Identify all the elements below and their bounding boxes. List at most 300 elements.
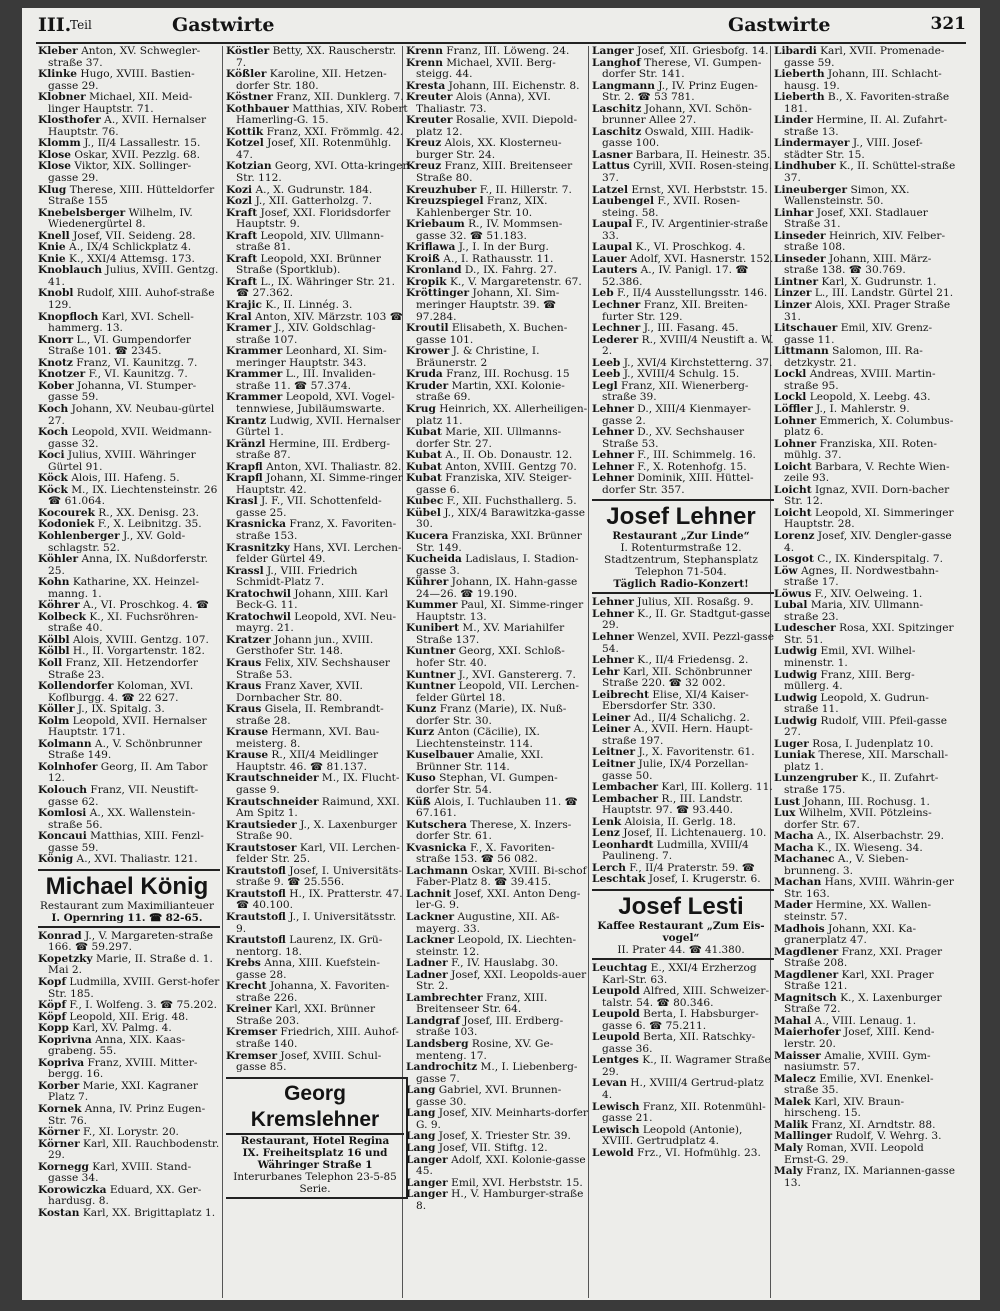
entry-surname: Mahal [774, 1014, 812, 1027]
entry-list [592, 963, 774, 1159]
entry-details: Anna, IX. Nußdorferstr. 25. [48, 553, 208, 577]
directory-entry [226, 727, 408, 750]
entry-surname: Lang [406, 1141, 436, 1154]
entry-surname: Krecht [226, 980, 267, 993]
entry-surname: Mallinger [774, 1130, 833, 1143]
directory-entry [406, 219, 588, 242]
entry-surname: Kraft [226, 229, 258, 242]
entry-details: Franz, XVIII. Mitter-bergg. 16. [48, 1056, 198, 1081]
entry-details: Rosa, I. Judenplatz 10. [808, 737, 934, 750]
entry-details: Betty, XX. Rauscherstr. 7. [236, 46, 397, 69]
directory-entry [592, 265, 774, 288]
entry-surname: Lux [774, 807, 796, 820]
entry-surname: Klobner [38, 91, 86, 104]
advert-line: IX. Freiheitsplatz 16 und Währinger Straße 1 [242, 1146, 388, 1171]
directory-entry [226, 773, 408, 796]
entry-surname: Koll [38, 656, 63, 669]
entry-details: J., V. Margareten-straße 166. ☎ 59.297. [48, 929, 214, 954]
directory-entry [592, 81, 774, 104]
entry-details: A., IV. Panigl. 17. ☎ 52.386. [602, 264, 749, 288]
entry-details: Karoline, XII. Hetzen-dorfer Str. 180. [236, 68, 387, 92]
entry-surname: Lackner [406, 934, 455, 947]
entry-details: Therese, VI. Gumpen-dorfer Str. 141. [602, 56, 762, 81]
directory-entry [38, 681, 220, 704]
entry-surname: Köck [38, 483, 68, 496]
entry-details: Alfred, XIII. Schweizer-talstr. 54. ☎ 80.346. [602, 985, 770, 1009]
entry-details: Andreas, XVIII. Martin-straße 95. [784, 368, 936, 392]
entry-surname: Knell [38, 229, 70, 242]
entry-surname: Lehner [592, 630, 634, 643]
directory-entry [592, 404, 774, 427]
entry-details: F., XVII. Rosen-steing. 58. [602, 195, 740, 219]
entry-surname: Malek [774, 1095, 811, 1108]
entry-details: Koloman, XVI. Koflburgg. 4. ☎ 22 627. [48, 680, 194, 704]
entry-surname: Köhler [38, 553, 79, 566]
entry-surname: Klomm [38, 137, 81, 150]
entry-details: Franz, XII. Hetzendorfer Straße 23. [48, 656, 198, 681]
directory-entry [406, 1155, 588, 1178]
entry-details: Hans, XVI. Lerchen-felder Gürtel 49. [236, 541, 402, 566]
entry-details: Adolf, XXI. Kolonie-gasse 45. [416, 1153, 586, 1178]
directory-entry [226, 797, 408, 820]
entry-details: Leopold, XVII. Weidmann-gasse 32. [48, 426, 212, 450]
entry-surname: Kodoniek [38, 518, 95, 531]
directory-entry [406, 843, 588, 866]
entry-surname: Kolnhofer [38, 760, 98, 773]
entry-details: Karl, XXI. Prager Straße 121. [784, 968, 934, 993]
directory-entry [38, 931, 220, 954]
entry-details: R., XVIII/4 Neustift a. W. 2. [602, 333, 774, 358]
entry-surname: Maisser [774, 1049, 821, 1062]
entry-surname: Kölbl [38, 633, 70, 646]
entry-surname: Kummer [406, 599, 458, 612]
entry-surname: Kraus [226, 703, 262, 716]
entry-details: F., VI. Kaunitzg. 7. [85, 368, 188, 381]
directory-entry [406, 323, 588, 346]
directory-entry [38, 739, 220, 762]
directory-entry [592, 161, 774, 184]
entry-details: Ernst, XVI. Herbststr. 15. [628, 183, 768, 196]
entry-details: Rudolf, V. Wehrg. 3. [832, 1130, 942, 1143]
entry-surname: Korowiczka [38, 1183, 107, 1196]
entry-details: Rosalie, XVII. Diepold-platz 12. [416, 114, 578, 138]
entry-surname: Knoblauch [38, 264, 103, 277]
directory-entry [226, 254, 408, 277]
directory-entry [406, 727, 588, 750]
directory-entry [38, 612, 220, 635]
directory-entry [406, 681, 588, 704]
entry-details: Karl, XII. Schönbrunner Straße 220. ☎ 32 002. [602, 665, 752, 690]
entry-details: Franz, III. Löweng. 24. [442, 46, 570, 57]
advert-line: Restaurant „Zur Linde“ [612, 530, 750, 543]
directory-entry [406, 889, 588, 912]
entry-surname: Lentges [592, 1054, 639, 1067]
entry-surname: Littmann [774, 345, 829, 358]
entry-surname: Köpf [38, 1010, 67, 1023]
entry-details: Dominik, XIII. Hüttel-dorfer Str. 357. [602, 472, 754, 496]
directory-entry [38, 404, 220, 427]
entry-surname: Magnitsch [774, 991, 837, 1004]
directory-entry [38, 265, 220, 288]
entry-surname: Kunz [406, 703, 437, 716]
entry-surname: Kottik [226, 125, 264, 138]
directory-entry [774, 115, 956, 138]
directory-entry [774, 1166, 956, 1189]
directory-entry [226, 704, 408, 727]
entry-details: Julius, XVIII. Währinger Gürtel 91. [48, 449, 196, 473]
entry-surname: Lockl [774, 368, 807, 381]
entry-surname: Koci [38, 449, 65, 462]
entry-surname: Kölbl [38, 645, 70, 658]
part-number: III. [38, 14, 72, 36]
entry-surname: Laupal [592, 218, 633, 231]
entry-details: Franz, XXI. Frömmlg. 42. [263, 125, 404, 138]
entry-surname: Kropik [406, 275, 447, 288]
entry-details: Rosa, XXI. Spitzinger Str. 51. [784, 622, 954, 646]
entry-surname: Kostan [38, 1206, 80, 1219]
entry-details: Julius, XII. Rosaßg. 9. [633, 596, 754, 609]
entry-surname: Koch [38, 402, 69, 415]
directory-entry [406, 646, 588, 669]
entry-details: Wenzel, XVII. Pezzl-gasse 54. [602, 630, 774, 655]
entry-surname: Leeb [592, 356, 621, 369]
advert-name: Georg Kremslehner [226, 1081, 404, 1135]
directory-entry [226, 496, 408, 519]
entry-surname: Kotzel [226, 137, 264, 150]
entry-surname: Libardi [774, 46, 817, 57]
entry-surname: Kriflawa [406, 241, 456, 254]
entry-details: Josef, III. Erdberg-straße 103. [416, 1014, 564, 1039]
entry-details: Alois (Anna), XVI. Thaliastr. 73. [416, 91, 551, 115]
entry-details: Franz, XII. Breiten-furter Str. 129. [602, 299, 748, 323]
entry-surname: Lenz [592, 827, 620, 840]
entry-surname: Kreuzhuber [406, 183, 477, 196]
entry-surname: Köller [38, 703, 75, 716]
entry-details: K., V. Margaretenstr. 67. [446, 275, 582, 288]
directory-entry [406, 820, 588, 843]
directory-entry [38, 1035, 220, 1058]
directory-entry [406, 115, 588, 138]
directory-entry [38, 312, 220, 335]
entry-surname: Kornegg [38, 1160, 89, 1173]
directory-entry [406, 196, 588, 219]
entry-details: Adolf, XVI. Hasnerstr. 152. [626, 252, 774, 265]
directory-entry [38, 831, 220, 854]
entry-surname: Kramer [226, 322, 272, 335]
entry-details: Rudolf, VIII. Pfeil-gasse 27. [784, 714, 947, 739]
entry-details: Felix, XIV. Sechshauser Straße 53. [236, 656, 390, 681]
entry-details: H., XVIII/4 Gertrud-platz 4. [602, 1077, 764, 1102]
entry-details: Hermann, XVI. Bau-meisterg. 8. [236, 726, 380, 750]
entry-details: Josef, I. Universitäts-straße 9. ☎ 25.556. [236, 864, 402, 889]
entry-surname: Lambrechter [406, 991, 483, 1004]
entry-surname: Krautschneider [226, 772, 319, 785]
directory-entry [38, 554, 220, 577]
entry-details: Leopold, XVII. Hernalser Hauptstr. 171. [48, 714, 207, 739]
entry-surname: Kraft [226, 206, 258, 219]
entry-details: R., XX. Denisg. 23. [94, 506, 199, 519]
entry-surname: Luger [774, 737, 809, 750]
entry-surname: Kriebaum [406, 218, 465, 231]
entry-surname: Köstner [226, 91, 273, 104]
entry-details: Leopold (Antonie), XVIII. Gertrudplatz 4. [602, 1123, 743, 1148]
entry-surname: Loicht [774, 506, 812, 519]
entry-surname: Krautschneider [226, 795, 319, 808]
entry-details: Michael, XII. Meid-linger Hauptstr. 71. [48, 91, 193, 115]
entry-surname: Krasnitzky [226, 541, 290, 554]
entry-details: Therese, XIII. Hütteldorfer Straße 155 [48, 183, 215, 208]
entry-surname: Komlosi [38, 807, 87, 820]
directory-entry [226, 889, 408, 912]
entry-surname: Lang [406, 1107, 436, 1120]
entry-details: Wilhelm, XVII. Pötzleins-dorfer Str. 67. [784, 807, 932, 831]
entry-details: F., IV. Argentinier-straße 33. [602, 218, 768, 242]
directory-entry [38, 69, 220, 92]
entry-details: K., II/4 Friedensg. 2. [633, 654, 749, 667]
entry-surname: Leupold [592, 985, 640, 998]
entry-details: Stephan, VI. Gumpen-dorfer Str. 54. [416, 772, 558, 796]
directory-page [22, 8, 980, 1300]
entry-surname: Madhois [774, 922, 825, 935]
entry-details: J., VIII. Friedrich Schmidt-Platz 7. [236, 564, 358, 589]
entry-surname: Lauters [592, 264, 638, 277]
entry-surname: Krammer [226, 368, 283, 381]
entry-surname: Linseder [774, 252, 826, 265]
entry-details: Marie, II. Straße d. 1. Mai 2. [48, 952, 213, 977]
entry-surname: Langer [406, 1176, 448, 1189]
entry-details: E., XXI/4 Erzherzog Karl-Str. 63. [602, 962, 757, 986]
directory-entry [774, 416, 956, 439]
entry-details: A., V. Schönbrunner Straße 149. [48, 737, 203, 762]
entry-surname: Lindermayer [774, 137, 850, 150]
entry-surname: Lieberth [774, 91, 825, 104]
directory-entry [592, 632, 774, 655]
directory-entry [774, 92, 956, 115]
entry-details: J., X. Favoritenstr. 61. [635, 746, 755, 759]
entry-details: F., I. Wolfeng. 3. ☎ 75.202. [66, 999, 218, 1012]
entry-surname: Krautstofl [226, 911, 286, 924]
entry-surname: Lintner [774, 275, 819, 288]
entry-details: Oskar, XVIII. Bi-schof Faber-Platz 8. ☎ 39.415. [416, 864, 587, 889]
entry-surname: Kucheida [406, 553, 462, 566]
entry-details: Johann jun., XVIII. Gersthofer Str. 148. [236, 633, 374, 658]
directory-entry [774, 208, 956, 231]
entry-details: Karl, XVII. Promenade-gasse 59. [784, 46, 945, 69]
entry-surname: Kohlenberger [38, 529, 120, 542]
entry-surname: Lohner [774, 437, 817, 450]
directory-entry [38, 762, 220, 785]
advert-line: I. Opernring 11. ☎ 82-65. [51, 911, 203, 924]
part-label: Teil [70, 18, 92, 32]
entry-details: Leopold, XI. Simmeringer Hauptstr. 28. [784, 506, 954, 531]
directory-entry [38, 208, 220, 231]
entry-list [38, 931, 220, 1220]
entry-details: Elisabeth, X. Buchen-gasse 101. [416, 322, 568, 346]
entry-surname: Kresta [406, 79, 446, 92]
entry-details: A., VIII. Lenaug. 1. [811, 1014, 917, 1027]
directory-entry [226, 981, 408, 1004]
directory-entry [592, 1148, 774, 1160]
entry-details: Leopold, XVI. Vogel-tennwiese, Jubiläumswarte. [236, 391, 395, 415]
directory-entry [406, 1062, 588, 1085]
entry-surname: Kremser [226, 1049, 278, 1062]
entry-details: K., II. Wagramer Straße 29. [602, 1054, 771, 1078]
directory-entry [406, 623, 588, 646]
entry-surname: Kraus [226, 680, 262, 693]
entry-details: A., XVI. Thaliastr. 121. [73, 853, 198, 866]
directory-entry [774, 508, 956, 531]
directory-entry [592, 381, 774, 404]
entry-surname: Macha [774, 841, 814, 854]
entry-surname: Ludwig [774, 714, 818, 727]
directory-entry [226, 935, 408, 958]
directory-entry [406, 704, 588, 727]
entry-details: Oskar, XVII. Pezzlg. 68. [71, 148, 201, 161]
entry-surname: Knorr [38, 333, 74, 346]
entry-surname: Kutschera [406, 818, 467, 831]
entry-details: Franz, VII. Neustift-gasse 62. [48, 784, 199, 808]
column-1 [38, 46, 220, 1298]
entry-surname: Langer [406, 1153, 448, 1166]
entry-surname: Laupal [592, 241, 633, 254]
entry-surname: Machanec [774, 853, 835, 866]
advert-line: II. Prater 44. ☎ 41.380. [617, 944, 745, 956]
advert-line: I. Rotenturmstraße 12. [620, 542, 742, 555]
entry-surname: Levan [592, 1077, 627, 1090]
entry-details: Karl, XVI. Schell-hammerg. 13. [48, 310, 194, 335]
directory-entry [38, 115, 220, 138]
entry-surname: Kratochwil [226, 587, 291, 600]
directory-entry [38, 1058, 220, 1081]
entry-details: F., II/4 Praterstr. 59. ☎ [625, 861, 755, 874]
entry-details: Franz, IX. Mariannen-gasse 13. [784, 1165, 955, 1189]
page-header [22, 14, 980, 44]
directory-entry [774, 323, 956, 346]
entry-details: Eduard, XX. Ger-hardusg. 8. [48, 1183, 202, 1208]
directory-entry [226, 519, 408, 542]
entry-details: Amalie, XXI. Brünner Str. 114. [416, 749, 544, 773]
entry-details: A., X. Gudrunstr. 184. [252, 183, 373, 196]
entry-details: Karl, VII. Lerchen-felder Str. 25. [236, 841, 400, 866]
entry-details: K., XI. Fuchsröhren-straße 40. [48, 610, 199, 635]
entry-details: J., I. Mahlerstr. 9. [812, 402, 910, 415]
directory-entry [226, 69, 408, 92]
entry-surname: Krasl [226, 495, 258, 508]
entry-details: Emil, XIV. Grenz-gasse 11. [784, 322, 933, 346]
entry-details: Wilhelm, IV. Wiedenergürtel 8. [48, 206, 193, 231]
entry-surname: Ludwig [774, 668, 818, 681]
entry-surname: Köstler [226, 46, 270, 57]
entry-details: Rosine, XV. Ge-menteng. 17. [416, 1038, 554, 1062]
entry-details: M., IX. Flucht-gasse 9. [236, 772, 400, 796]
advert-line: Täglich Radio-Konzert! [613, 578, 749, 591]
entry-details: L., III. Landstr. Gürtel 21. [811, 287, 954, 300]
entry-surname: Kolm [38, 714, 70, 727]
entry-details: Anton (Cäcilie), IX. Liechtensteinstr. 114. [416, 726, 540, 750]
entry-surname: Knobl [38, 287, 74, 300]
entry-surname: Kleber [38, 46, 78, 57]
entry-surname: Kührer [406, 576, 449, 589]
directory-entry [774, 600, 956, 623]
entry-surname: Lehr [592, 665, 620, 678]
directory-entry [774, 462, 956, 485]
column-4 [592, 46, 774, 1298]
entry-surname: Lockl [774, 391, 807, 404]
entry-surname: Linder [774, 114, 813, 127]
entry-list [226, 46, 408, 1074]
entry-details: Anton, XVI. Thaliastr. 82. [262, 460, 402, 473]
entry-details: C., IX. Kinderspitalg. 7. [813, 553, 943, 566]
entry-details: Ludmilla, XVIII. Gerst-hofer Str. 185. [48, 976, 220, 1000]
entry-surname: Lohner [774, 414, 817, 427]
entry-details: Ludmilla, XVIII/4 Paulineng. 7. [602, 838, 749, 863]
entry-surname: Knotzer [38, 368, 86, 381]
directory-entry [774, 300, 956, 323]
directory-entry [226, 46, 408, 69]
entry-details: K., II. Linnég. 3. [261, 299, 353, 312]
entry-surname: Landrochitz [406, 1061, 478, 1074]
entry-surname: Lewisch [592, 1100, 640, 1113]
entry-surname: Kronland [406, 264, 462, 277]
entry-surname: Ladner [406, 957, 448, 970]
header-title-left: Gastwirte [172, 14, 275, 36]
directory-entry [774, 1027, 956, 1050]
entry-details: M., I. Liebenberg-gasse 7. [416, 1061, 578, 1085]
entry-surname: Kopp [38, 1022, 69, 1035]
entry-details: Therese, X. Inzers-dorfer Str. 61. [416, 818, 572, 843]
directory-entry [774, 439, 956, 462]
entry-surname: Leiner [592, 711, 631, 724]
directory-entry [406, 288, 588, 323]
entry-details: Johann, III. Schlacht-hausg. 19. [784, 68, 942, 92]
entry-details: A., VI. Proschkog. 4. ☎ [79, 599, 210, 612]
entry-details: F., XI. Lorystr. 20. [79, 1126, 179, 1139]
entry-details: J., XV. Gold-schlagstr. 52. [48, 529, 186, 554]
directory-entry [774, 185, 956, 208]
entry-details: Berta, I. Habsburger-gasse 6. ☎ 75.211. [602, 1008, 759, 1032]
entry-surname: Krebs [226, 957, 261, 970]
advert-line: Restaurant zum Maximilianteuer [40, 899, 214, 912]
entry-details: Leopold, XIV. Ullmann-straße 81. [236, 229, 384, 254]
entry-surname: Knie [38, 241, 66, 254]
entry-surname: Lang [406, 1130, 436, 1143]
directory-entry [226, 473, 408, 496]
entry-details: Johann, XI. Sim-meringer Hauptstr. 39. ☎ 97.284. [416, 287, 560, 323]
entry-surname: Krasnicka [226, 518, 286, 531]
entry-surname: Kubat [406, 426, 442, 439]
directory-entry [226, 658, 408, 681]
directory-entry [406, 1039, 588, 1062]
entry-surname: Kruder [406, 379, 449, 392]
entry-surname: Laubengel [592, 195, 655, 208]
entry-details: Ludwig, XVII. Hernalser Gürtel 1. [236, 414, 401, 439]
entry-surname: Lenk [592, 815, 622, 828]
directory-entry [592, 609, 774, 632]
directory-entry [406, 404, 588, 427]
directory-entry [774, 1143, 956, 1166]
directory-entry [592, 127, 774, 150]
entry-details: Agnes, II. Nordwestbahn-straße 17. [784, 564, 939, 589]
entry-details: Anton, XIV. Märzstr. 103 ☎ [251, 310, 403, 323]
entry-details: Frz., VI. Hofmühlg. 23. [633, 1146, 761, 1159]
directory-entry [592, 724, 774, 747]
entry-surname: Krug [406, 402, 436, 415]
entry-details: Karl, X. Gudrunstr. 1. [818, 275, 937, 288]
entry-surname: Kubat [406, 472, 442, 485]
entry-details: F., XIV. Oelweing. 1. [811, 587, 923, 600]
entry-details: Georg, XVI. Otta-kringer Str. 112. [236, 160, 408, 185]
entry-surname: Lewold [592, 1146, 634, 1159]
